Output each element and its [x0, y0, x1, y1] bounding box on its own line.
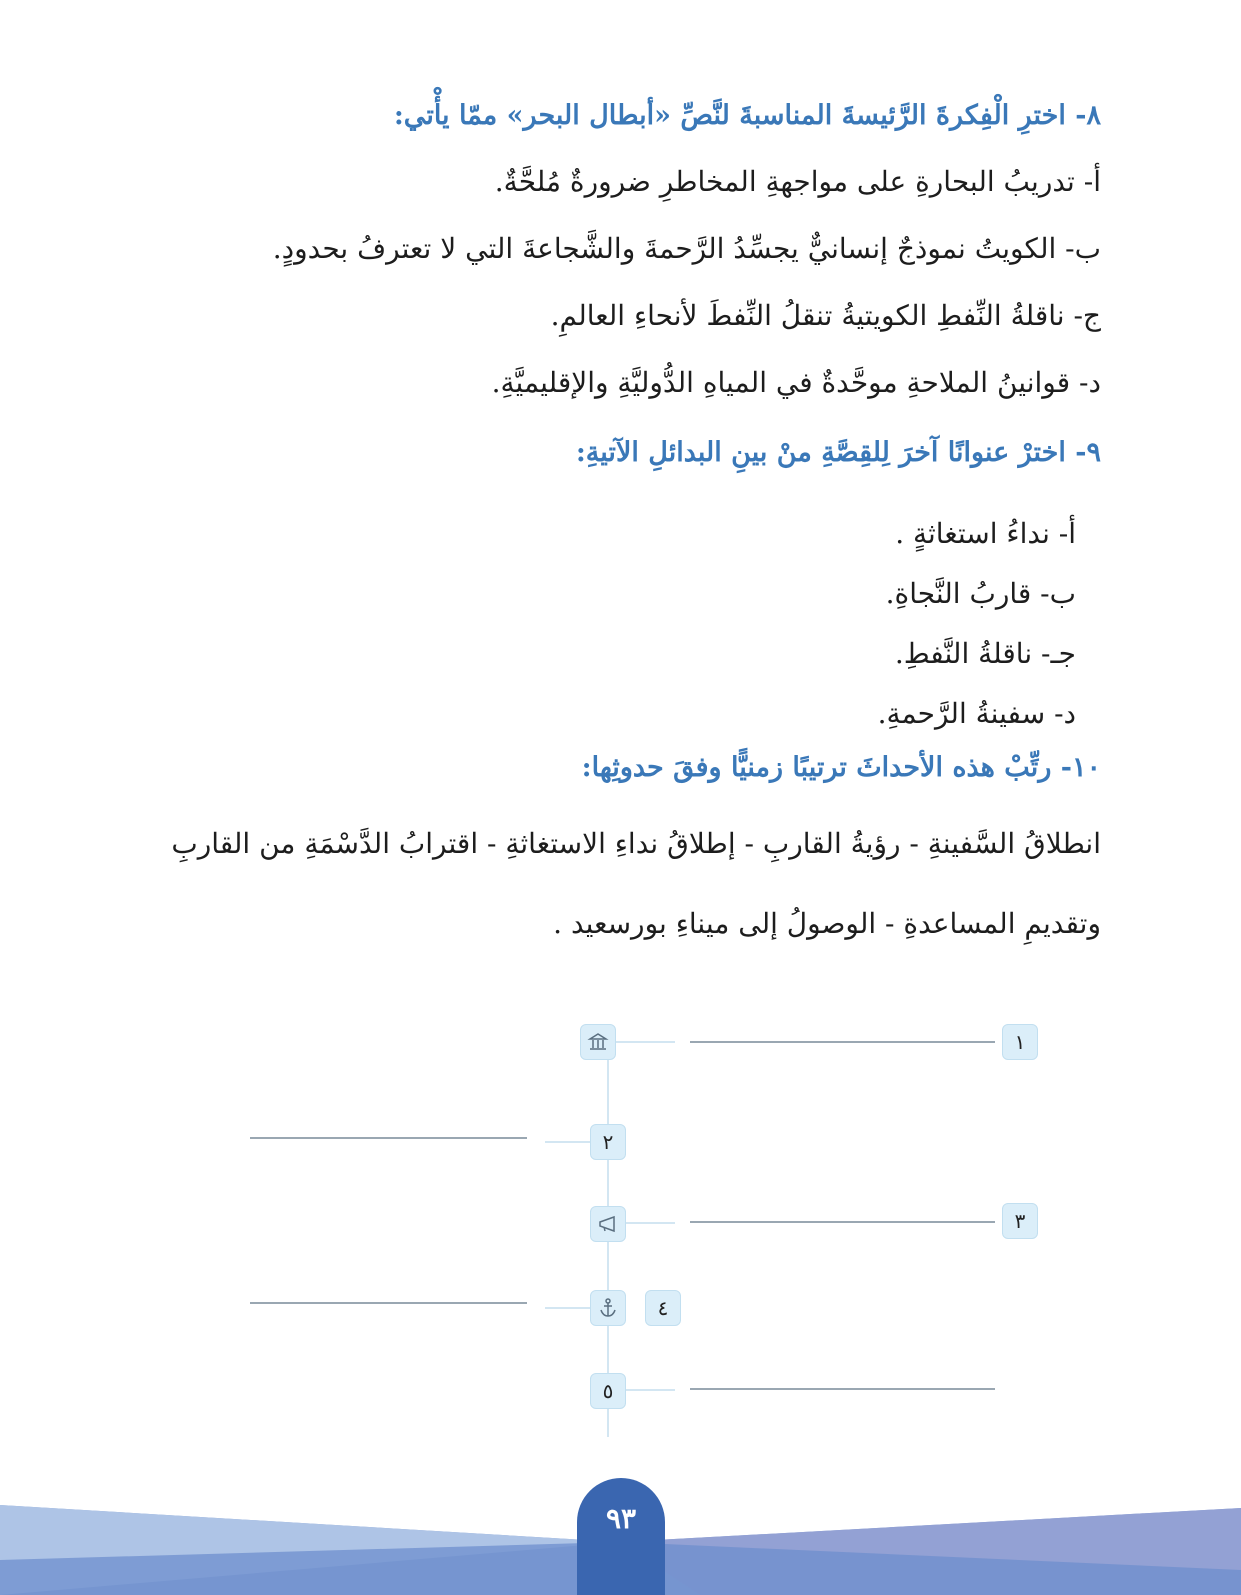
timeline-connector — [545, 1307, 590, 1309]
timeline-number-badge: ٤ — [645, 1290, 681, 1326]
timeline-number-badge: ٣ — [1002, 1203, 1038, 1239]
page-number: ٩٣ — [577, 1478, 665, 1595]
question-8-option-b: ب- الكويتُ نموذجٌ إنسانيٌّ يجسِّدُ الرَّحمةَ والشَّجاعةَ التي لا تعترفُ بحدودٍ. — [272, 232, 1101, 265]
answer-line[interactable] — [690, 1221, 995, 1223]
question-9-option-b: ب- قاربُ النَّجاةِ. — [885, 577, 1076, 610]
answer-line[interactable] — [690, 1041, 995, 1043]
question-10-events-line-2: وتقديمِ المساعدةِ - الوصولُ إلى ميناءِ بورسعيد . — [553, 907, 1101, 940]
question-10-title: ١٠- رتِّبْ هذه الأحداثَ ترتيبًا زمنيًّا وفقَ حدوثِها: — [581, 752, 1101, 783]
building-icon — [580, 1024, 616, 1060]
answer-line[interactable] — [690, 1388, 995, 1390]
question-10-events-line-1: انطلاقُ السَّفينةِ - رؤيةُ القاربِ - إطلاقُ نداءِ الاستغاثةِ - اقترابُ الدَّسْمَةِ من القاربِ — [171, 827, 1101, 860]
timeline-connector — [626, 1389, 675, 1391]
megaphone-icon — [590, 1206, 626, 1242]
question-8-option-a: أ- تدريبُ البحارةِ على مواجهةِ المخاطرِ ضرورةٌ مُلحَّةٌ. — [494, 165, 1101, 198]
timeline-connector — [545, 1141, 590, 1143]
answer-line[interactable] — [250, 1302, 527, 1304]
question-9-option-a: أ- نداءُ استغاثةٍ . — [895, 517, 1076, 550]
timeline-number-badge: ٢ — [590, 1124, 626, 1160]
answer-line[interactable] — [250, 1137, 527, 1139]
question-8-option-d: د- قوانينُ الملاحةِ موحَّدةٌ في المياهِ الدُّوليَّةِ والإقليميَّةِ. — [491, 366, 1101, 399]
question-9-option-d: د- سفينةُ الرَّحمةِ. — [877, 697, 1076, 730]
anchor-icon — [590, 1290, 626, 1326]
timeline-number-badge: ٥ — [590, 1373, 626, 1409]
question-9-title: ٩- اخترْ عنوانًا آخرَ لِلقِصَّةِ منْ بينِ البدائلِ الآتيةِ: — [575, 437, 1101, 468]
timeline-number-badge: ١ — [1002, 1024, 1038, 1060]
timeline-connector — [626, 1222, 675, 1224]
question-9-option-c: جـ- ناقلةُ النَّفطِ. — [894, 637, 1076, 670]
question-8-title: ٨- اخترِ الْفِكرةَ الرَّئيسةَ المناسبةَ لنَّصِّ «أبطال البحر» ممّا يأْتي: — [393, 100, 1101, 131]
question-8-option-c: ج- ناقلةُ النِّفطِ الكويتيةُ تنقلُ النِّفطَ لأنحاءِ العالمِ. — [550, 299, 1101, 332]
timeline-connector — [616, 1041, 675, 1043]
